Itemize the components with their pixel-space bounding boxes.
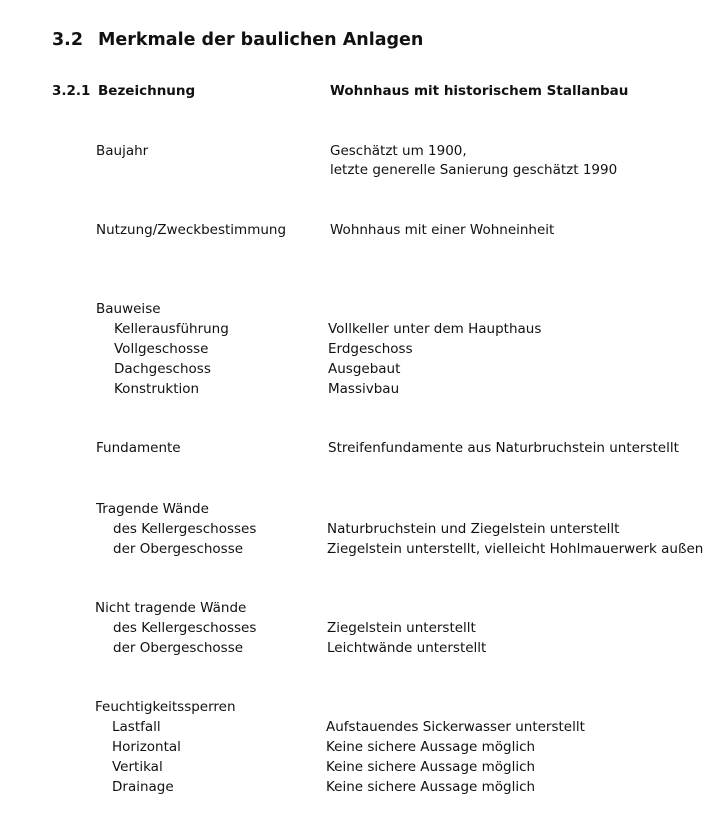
nutzung-label: Nutzung/Zweckbestimmung (96, 222, 287, 238)
baujahr-label: Baujahr (96, 143, 149, 159)
nichttragende-row-label: des Kellergeschosses (113, 620, 257, 636)
feuchtigkeit-label: Feuchtigkeitssperren (95, 699, 236, 715)
bauweise-row-value: Massivbau (328, 381, 400, 397)
bauweise-row-label: Kellerausführung (114, 321, 229, 337)
section-title: Merkmale der baulichen Anlagen (98, 30, 424, 50)
bauweise-label: Bauweise (96, 301, 161, 317)
nutzung-value: Wohnhaus mit einer Wohneinheit (330, 222, 555, 238)
feuchtigkeit-row-value: Aufstauendes Sickerwasser unterstellt (326, 719, 585, 735)
nichttragende-label: Nicht tragende Wände (95, 600, 247, 616)
baujahr-value-line2: letzte generelle Sanierung geschätzt 1990 (330, 162, 618, 178)
feuchtigkeit-row-label: Lastfall (112, 719, 161, 735)
bauweise-row-label: Dachgeschoss (114, 361, 211, 377)
subsection-label: Bezeichnung (98, 83, 196, 99)
bauweise-row-value: Erdgeschoss (328, 341, 413, 357)
subsection-value: Wohnhaus mit historischem Stallanbau (330, 83, 629, 99)
section-number: 3.2 (52, 30, 84, 50)
feuchtigkeit-row-value: Keine sichere Aussage möglich (326, 779, 536, 795)
nichttragende-row-value: Leichtwände unterstellt (327, 640, 487, 656)
fundamente-value: Streifenfundamente aus Naturbruchstein unterstellt (328, 440, 679, 456)
fundamente-label: Fundamente (96, 440, 181, 456)
feuchtigkeit-row-value: Keine sichere Aussage möglich (326, 759, 536, 775)
nichttragende-row-label: der Obergeschosse (113, 640, 244, 656)
feuchtigkeit-row-label: Vertikal (112, 759, 163, 775)
nichttragende-row-value: Ziegelstein unterstellt (327, 620, 476, 636)
bauweise-row-label: Konstruktion (114, 381, 200, 397)
tragende-label: Tragende Wände (96, 501, 209, 517)
tragende-row-value: Naturbruchstein und Ziegelstein unterstellt (327, 521, 620, 537)
subsection-number: 3.2.1 (52, 83, 91, 99)
baujahr-value-line1: Geschätzt um 1900, (330, 143, 467, 159)
tragende-row-label: der Obergeschosse (113, 541, 244, 557)
feuchtigkeit-row-label: Horizontal (112, 739, 181, 755)
tragende-row-label: des Kellergeschosses (113, 521, 257, 537)
bauweise-row-value: Ausgebaut (328, 361, 401, 377)
feuchtigkeit-row-value: Keine sichere Aussage möglich (326, 739, 536, 755)
feuchtigkeit-row-label: Drainage (112, 779, 174, 795)
bauweise-row-label: Vollgeschosse (114, 341, 209, 357)
bauweise-row-value: Vollkeller unter dem Haupthaus (328, 321, 542, 337)
tragende-row-value: Ziegelstein unterstellt, vielleicht Hohlmauerwerk außen (327, 541, 704, 557)
